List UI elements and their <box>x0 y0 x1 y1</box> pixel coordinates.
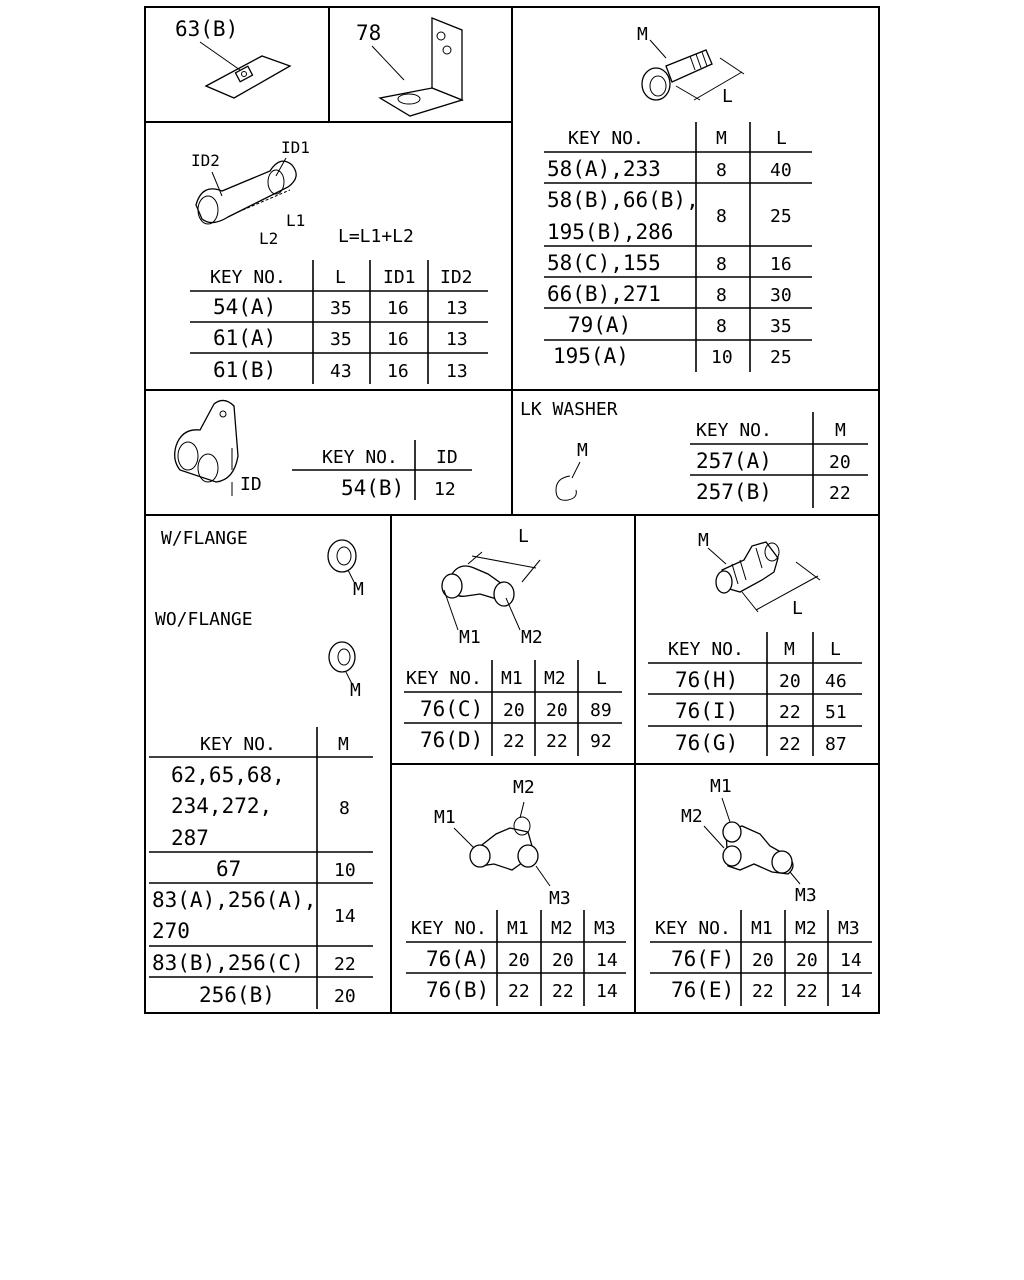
double-clamp-drawing <box>196 161 296 224</box>
header-m2: M2 <box>795 918 817 939</box>
dim-l1-label: L1 <box>286 211 306 230</box>
tee-branch-drawing <box>704 798 800 884</box>
clamp-double-cell <box>190 138 488 384</box>
tee-run-m2-label: M2 <box>513 777 535 798</box>
row-key-line: 287 <box>171 826 209 850</box>
row-l: 30 <box>770 285 792 306</box>
clamp-double-table <box>190 260 488 384</box>
header-l: L <box>776 128 787 149</box>
row-m1: 22 <box>752 981 774 1002</box>
row-m2: 22 <box>552 981 574 1002</box>
row-key: 61(A) <box>213 326 277 350</box>
header-m: M <box>338 734 349 755</box>
union-cell <box>648 530 862 756</box>
tee-branch-m2-label: M2 <box>681 806 703 827</box>
header-id: ID <box>436 447 458 468</box>
header-id1: ID1 <box>383 267 416 288</box>
row-id2: 13 <box>446 361 468 382</box>
lk-washer-title: LK WASHER <box>520 399 618 420</box>
row-m3: 14 <box>596 950 618 971</box>
tee-run-drawing <box>454 802 550 886</box>
row-id2: 13 <box>446 329 468 350</box>
row-key-line: 62,65,68, <box>171 763 285 787</box>
nut-cell <box>149 528 373 1009</box>
header-m: M <box>716 128 727 149</box>
row-key: 79(A) <box>568 313 632 337</box>
plate-drawing <box>200 42 290 98</box>
nut-table <box>149 727 373 1009</box>
row-m2: 20 <box>546 700 568 721</box>
row-key: 76(I) <box>675 699 739 723</box>
header-m2: M2 <box>551 918 573 939</box>
header-l: L <box>596 668 607 689</box>
row-key: 76(D) <box>420 728 484 752</box>
header-l: L <box>335 267 346 288</box>
flange-nut-drawing <box>328 540 356 582</box>
dim-id1-label: ID1 <box>281 138 310 157</box>
lk-washer-cell <box>520 399 868 508</box>
row-key: 76(E) <box>671 978 735 1002</box>
header-key-no: KEY NO. <box>696 420 772 441</box>
row-m: 8 <box>716 160 727 181</box>
clamp-id-label: ID <box>240 474 262 495</box>
header-key-no: KEY NO. <box>668 639 744 660</box>
tee-branch-m1-label: M1 <box>710 776 732 797</box>
row-m3: 14 <box>840 950 862 971</box>
row-key: 257(A) <box>696 449 772 473</box>
row-key-line: 234,272, <box>171 794 273 818</box>
bolt-table <box>544 122 812 372</box>
row-id1: 16 <box>387 329 409 350</box>
row-key: 76(G) <box>675 731 739 755</box>
plain-nut-drawing <box>329 642 355 684</box>
row-key: 54(A) <box>213 295 277 319</box>
row-id: 12 <box>434 479 456 500</box>
row-m3: 14 <box>596 981 618 1002</box>
elbow-m2-label: M2 <box>521 627 543 648</box>
row-id2: 13 <box>446 298 468 319</box>
row-m: 20 <box>829 452 851 473</box>
part-63b-label: 63(B) <box>175 17 239 41</box>
row-l: 46 <box>825 671 847 692</box>
row-key: 61(B) <box>213 358 277 382</box>
row-m: 14 <box>334 906 356 927</box>
tee-branch-m3-label: M3 <box>795 885 817 906</box>
row-l: 51 <box>825 702 847 723</box>
row-key: 76(F) <box>671 947 735 971</box>
dim-id2-label: ID2 <box>191 151 220 170</box>
washer-m-label: M <box>577 440 588 461</box>
union-l-label: L <box>792 598 803 619</box>
row-m: 22 <box>334 954 356 975</box>
row-m: 10 <box>334 860 356 881</box>
row-l: 87 <box>825 734 847 755</box>
w-flange-label: W/FLANGE <box>161 528 248 549</box>
row-key: 76(C) <box>420 697 484 721</box>
lk-washer-table <box>690 412 868 508</box>
row-m: 20 <box>779 671 801 692</box>
row-m: 8 <box>339 798 350 819</box>
bolt-m-label: M <box>637 24 648 45</box>
row-key: 76(H) <box>675 668 739 692</box>
header-m3: M3 <box>838 918 860 939</box>
row-id1: 16 <box>387 361 409 382</box>
elbow-cell <box>404 526 622 756</box>
row-l: 25 <box>770 206 792 227</box>
row-key: 54(B) <box>341 476 405 500</box>
row-m: 22 <box>779 702 801 723</box>
row-m1: 22 <box>508 981 530 1002</box>
flange-nut-m-label: M <box>353 579 364 600</box>
part-78-cell <box>356 18 462 116</box>
tee-run-table <box>406 910 626 1006</box>
washer-drawing <box>556 462 580 500</box>
tee-run-m3-label: M3 <box>549 888 571 909</box>
row-l: 89 <box>590 700 612 721</box>
header-m1: M1 <box>751 918 773 939</box>
row-key: 66(B),271 <box>547 282 661 306</box>
row-m: 20 <box>334 986 356 1007</box>
header-key-no: KEY NO. <box>411 918 487 939</box>
header-key-no: KEY NO. <box>655 918 731 939</box>
row-key-line: 83(A),256(A), <box>152 888 317 912</box>
clamp-single-table <box>292 440 472 500</box>
bolt-l-label: L <box>722 86 733 107</box>
row-m2: 20 <box>796 950 818 971</box>
row-key-line: 58(B),66(B), <box>547 188 699 212</box>
header-key-no: KEY NO. <box>200 734 276 755</box>
row-m2: 20 <box>552 950 574 971</box>
row-m1: 20 <box>503 700 525 721</box>
header-key-no: KEY NO. <box>210 267 286 288</box>
row-m: 10 <box>711 347 733 368</box>
tee-branch-cell <box>650 776 872 1006</box>
elbow-table <box>404 660 622 756</box>
union-m-label: M <box>698 530 709 551</box>
row-l: 92 <box>590 731 612 752</box>
header-m1: M1 <box>507 918 529 939</box>
header-m: M <box>835 420 846 441</box>
row-key-line: 270 <box>152 919 190 943</box>
row-l: 16 <box>770 254 792 275</box>
row-m: 22 <box>779 734 801 755</box>
row-l: 40 <box>770 160 792 181</box>
row-key: 195(A) <box>553 344 629 368</box>
single-clamp-drawing <box>175 400 238 496</box>
header-key-no: KEY NO. <box>322 447 398 468</box>
tee-run-cell <box>406 777 626 1006</box>
row-m3: 14 <box>840 981 862 1002</box>
header-m: M <box>784 639 795 660</box>
union-drawing <box>708 542 820 612</box>
clamp-single-cell <box>175 400 472 500</box>
part-63b-cell <box>175 17 290 98</box>
header-key-no: KEY NO. <box>568 128 644 149</box>
row-key: 76(B) <box>426 978 490 1002</box>
bracket-drawing <box>372 18 462 116</box>
header-m2: M2 <box>544 668 566 689</box>
row-l: 35 <box>330 298 352 319</box>
row-key: 83(B),256(C) <box>152 951 304 975</box>
elbow-m1-label: M1 <box>459 627 481 648</box>
row-key: 256(B) <box>199 983 275 1007</box>
row-key: 257(B) <box>696 480 772 504</box>
elbow-l-label: L <box>518 526 529 547</box>
formula-label: L=L1+L2 <box>338 226 414 247</box>
row-m: 8 <box>716 254 727 275</box>
header-l: L <box>830 639 841 660</box>
row-m1: 20 <box>752 950 774 971</box>
row-m: 8 <box>716 285 727 306</box>
row-key-line: 195(B),286 <box>547 220 674 244</box>
row-key: 58(A),233 <box>547 157 661 181</box>
row-m1: 22 <box>503 731 525 752</box>
header-m1: M1 <box>501 668 523 689</box>
row-l: 35 <box>330 329 352 350</box>
row-m: 22 <box>829 483 851 504</box>
row-key: 67 <box>216 857 242 881</box>
row-id1: 16 <box>387 298 409 319</box>
row-m2: 22 <box>546 731 568 752</box>
row-l: 35 <box>770 316 792 337</box>
header-key-no: KEY NO. <box>406 668 482 689</box>
dim-l2-label: L2 <box>259 229 279 248</box>
header-m3: M3 <box>594 918 616 939</box>
tee-run-m1-label: M1 <box>434 807 456 828</box>
row-m: 8 <box>716 316 727 337</box>
elbow-drawing <box>442 552 540 630</box>
union-table <box>648 632 862 756</box>
row-l: 25 <box>770 347 792 368</box>
tee-branch-table <box>650 910 872 1006</box>
bolt-cell <box>544 24 812 372</box>
row-key: 58(C),155 <box>547 251 661 275</box>
row-m2: 22 <box>796 981 818 1002</box>
plain-nut-m-label: M <box>350 680 361 701</box>
part-78-label: 78 <box>356 21 382 45</box>
row-l: 43 <box>330 361 352 382</box>
wo-flange-label: WO/FLANGE <box>155 609 253 630</box>
row-key: 76(A) <box>426 947 490 971</box>
row-m: 8 <box>716 206 727 227</box>
header-id2: ID2 <box>440 267 473 288</box>
row-m1: 20 <box>508 950 530 971</box>
